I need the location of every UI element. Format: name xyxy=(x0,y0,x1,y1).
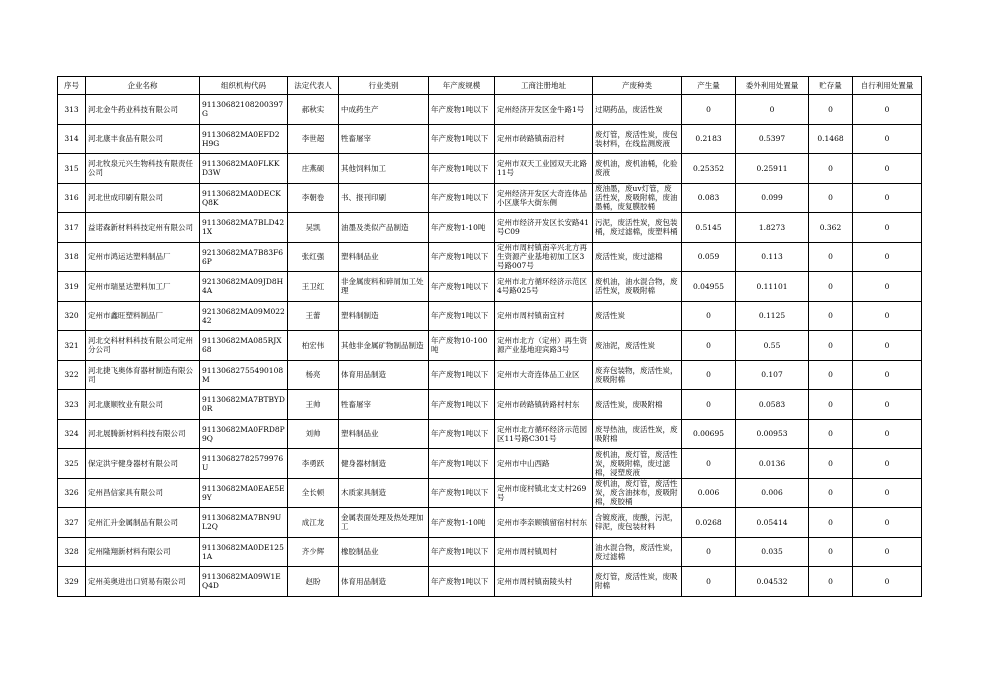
cell-self-disposal: 0 xyxy=(853,213,922,243)
cell-stored: 0 xyxy=(809,183,853,213)
cell-legal-rep: 李朝卷 xyxy=(288,183,339,213)
cell-index: 317 xyxy=(58,213,86,243)
cell-generated: 0 xyxy=(682,301,736,331)
cell-self-disposal: 0 xyxy=(853,360,922,390)
cell-outsourced: 0 xyxy=(736,95,809,125)
cell-self-disposal: 0 xyxy=(853,567,922,597)
table-row xyxy=(58,478,922,508)
cell-company: 定州市鑫旺塑料制品厂 xyxy=(86,301,200,331)
cell-stored: 0 xyxy=(809,390,853,420)
cell-outsourced: 0.099 xyxy=(736,183,809,213)
table-body xyxy=(58,95,922,597)
cell-generated: 0.0268 xyxy=(682,508,736,538)
cell-stored: 0 xyxy=(809,272,853,302)
cell-org-code: 92130682MA09JD8H4A xyxy=(200,272,288,302)
cell-industry: 牲畜屠宰 xyxy=(339,390,429,420)
cell-waste-type: 废灯管，废活性炭，废包装材料，在线监测废液 xyxy=(593,124,682,154)
header-index: 序号 xyxy=(58,77,86,95)
cell-company: 河北世成印刷有限公司 xyxy=(86,183,200,213)
cell-index: 316 xyxy=(58,183,86,213)
cell-company: 定州市鸿运达塑料制品厂 xyxy=(86,242,200,272)
cell-company: 河北捷飞奥体育器材制造有限公司 xyxy=(86,360,200,390)
cell-address: 定州市李亲顾镇留宿村村东 xyxy=(495,508,593,538)
table-row xyxy=(58,213,922,243)
cell-company: 保定洪宇健身器材有限公司 xyxy=(86,449,200,479)
cell-company: 河北金牛药业科技有限公司 xyxy=(86,95,200,125)
cell-scale: 年产废物1吨以下 xyxy=(429,419,495,449)
cell-industry: 橡胶制品业 xyxy=(339,537,429,567)
cell-company: 定州隆翔新材料有限公司 xyxy=(86,537,200,567)
cell-scale: 年产废物1吨以下 xyxy=(429,360,495,390)
cell-self-disposal: 0 xyxy=(853,242,922,272)
cell-self-disposal: 0 xyxy=(853,449,922,479)
cell-stored: 0 xyxy=(809,567,853,597)
cell-industry: 油墨及类似产品制造 xyxy=(339,213,429,243)
table-row xyxy=(58,272,922,302)
cell-index: 315 xyxy=(58,154,86,184)
cell-outsourced: 0.0136 xyxy=(736,449,809,479)
cell-industry: 塑料制制造 xyxy=(339,301,429,331)
cell-company: 河北展腾新材料科技有限公司 xyxy=(86,419,200,449)
cell-outsourced: 0.107 xyxy=(736,360,809,390)
cell-index: 323 xyxy=(58,390,86,420)
table-row xyxy=(58,242,922,272)
cell-address: 定州市经济开发区长安路41号C09 xyxy=(495,213,593,243)
cell-waste-type: 废活性炭，废过滤棉 xyxy=(593,242,682,272)
cell-generated: 0.083 xyxy=(682,183,736,213)
cell-org-code: 91130682MA085RJX68 xyxy=(200,331,288,361)
cell-waste-type: 废弃包装物，废活性炭，废吸附棉 xyxy=(593,360,682,390)
cell-scale: 年产废物1-10吨 xyxy=(429,508,495,538)
table-row xyxy=(58,154,922,184)
cell-stored: 0 xyxy=(809,508,853,538)
cell-stored: 0 xyxy=(809,360,853,390)
table-row xyxy=(58,360,922,390)
cell-address: 定州市北方循环经济示范区4号路025号 xyxy=(495,272,593,302)
cell-org-code: 91130682108200397G xyxy=(200,95,288,125)
cell-address: 定州市周村镇南辛兴北方再生资源产业基地初加工区3号路007号 xyxy=(495,242,593,272)
cell-industry: 中成药生产 xyxy=(339,95,429,125)
cell-scale: 年产废物1吨以下 xyxy=(429,242,495,272)
cell-outsourced: 0.113 xyxy=(736,242,809,272)
cell-waste-type: 废机油，废灯管，废活性炭，废吸附棉，废过滤棉，浸塑废液 xyxy=(593,449,682,479)
cell-legal-rep: 张红强 xyxy=(288,242,339,272)
cell-legal-rep: 王帅 xyxy=(288,390,339,420)
cell-index: 324 xyxy=(58,419,86,449)
cell-index: 321 xyxy=(58,331,86,361)
cell-stored: 0 xyxy=(809,95,853,125)
cell-generated: 0 xyxy=(682,390,736,420)
cell-org-code: 91130682MA0EFD2H9G xyxy=(200,124,288,154)
cell-industry: 健身器材制造 xyxy=(339,449,429,479)
header-row xyxy=(58,77,922,95)
cell-industry: 塑料制品业 xyxy=(339,419,429,449)
cell-legal-rep: 齐少辉 xyxy=(288,537,339,567)
cell-stored: 0.362 xyxy=(809,213,853,243)
cell-scale: 年产废物1吨以下 xyxy=(429,183,495,213)
cell-self-disposal: 0 xyxy=(853,183,922,213)
table-row xyxy=(58,390,922,420)
cell-legal-rep: 庄燕硕 xyxy=(288,154,339,184)
cell-legal-rep: 郝秋实 xyxy=(288,95,339,125)
cell-company: 河北康丰食品有限公司 xyxy=(86,124,200,154)
cell-legal-rep: 杨亮 xyxy=(288,360,339,390)
header-self-disposal: 自行利用处置量 xyxy=(853,77,922,95)
cell-waste-type: 污泥，废活性炭，废包装桶，废过滤棉，废塑料桶 xyxy=(593,213,682,243)
cell-index: 329 xyxy=(58,567,86,597)
cell-stored: 0 xyxy=(809,331,853,361)
header-outsourced: 委外利用处置量 xyxy=(736,77,809,95)
cell-legal-rep: 全长顿 xyxy=(288,478,339,508)
cell-outsourced: 0.035 xyxy=(736,537,809,567)
cell-generated: 0 xyxy=(682,449,736,479)
cell-outsourced: 0.5397 xyxy=(736,124,809,154)
cell-stored: 0 xyxy=(809,537,853,567)
cell-scale: 年产废物1吨以下 xyxy=(429,272,495,302)
cell-org-code: 91130682MA0DE1251A xyxy=(200,537,288,567)
header-address: 工商注册地址 xyxy=(495,77,593,95)
cell-address: 定州市周村镇南宜村 xyxy=(495,301,593,331)
table-row xyxy=(58,124,922,154)
cell-self-disposal: 0 xyxy=(853,508,922,538)
header-industry: 行业类别 xyxy=(339,77,429,95)
cell-scale: 年产废物1吨以下 xyxy=(429,449,495,479)
cell-waste-type: 废导热油，废活性炭，废吸附棉 xyxy=(593,419,682,449)
cell-address: 定州市双天工业园双天北路11号 xyxy=(495,154,593,184)
cell-org-code: 91130682782579976U xyxy=(200,449,288,479)
cell-org-code: 92130682MA09M02242 xyxy=(200,301,288,331)
cell-address: 定州市庞村镇北支丈村269号 xyxy=(495,478,593,508)
cell-generated: 0 xyxy=(682,537,736,567)
cell-self-disposal: 0 xyxy=(853,272,922,302)
cell-generated: 0.059 xyxy=(682,242,736,272)
header-legal-rep: 法定代表人 xyxy=(288,77,339,95)
cell-self-disposal: 0 xyxy=(853,95,922,125)
cell-scale: 年产废物1吨以下 xyxy=(429,390,495,420)
cell-generated: 0.2183 xyxy=(682,124,736,154)
table-row xyxy=(58,449,922,479)
cell-self-disposal: 0 xyxy=(853,124,922,154)
cell-scale: 年产废物1吨以下 xyxy=(429,124,495,154)
cell-index: 326 xyxy=(58,478,86,508)
cell-self-disposal: 0 xyxy=(853,301,922,331)
cell-stored: 0 xyxy=(809,154,853,184)
cell-address: 定州市周村镇南陵头村 xyxy=(495,567,593,597)
cell-legal-rep: 成江龙 xyxy=(288,508,339,538)
cell-legal-rep: 王蕾 xyxy=(288,301,339,331)
cell-industry: 牲畜屠宰 xyxy=(339,124,429,154)
cell-industry: 体育用品制造 xyxy=(339,360,429,390)
cell-industry: 书、报刊印刷 xyxy=(339,183,429,213)
cell-self-disposal: 0 xyxy=(853,390,922,420)
cell-legal-rep: 柏宏伟 xyxy=(288,331,339,361)
cell-waste-type: 废活性炭，废吸附棉 xyxy=(593,390,682,420)
cell-org-code: 91130682MA7BTBYD0R xyxy=(200,390,288,420)
cell-index: 325 xyxy=(58,449,86,479)
cell-stored: 0 xyxy=(809,242,853,272)
cell-waste-type: 废油墨，废uv灯管，废活性炭，废吸附棉，废油墨桶，废复膜胶桶 xyxy=(593,183,682,213)
cell-company: 益诺森新材料科技定州有限公司 xyxy=(86,213,200,243)
cell-index: 320 xyxy=(58,301,86,331)
cell-outsourced: 0.25911 xyxy=(736,154,809,184)
header-waste-type: 产废种类 xyxy=(593,77,682,95)
cell-company: 定州市瑞星达塑料加工厂 xyxy=(86,272,200,302)
cell-org-code: 91130682MA0FRD8P9Q xyxy=(200,419,288,449)
cell-legal-rep: 刘帅 xyxy=(288,419,339,449)
cell-scale: 年产废物1吨以下 xyxy=(429,567,495,597)
cell-waste-type: 废灯管，废活性炭，废吸附棉 xyxy=(593,567,682,597)
cell-outsourced: 0.04532 xyxy=(736,567,809,597)
cell-index: 322 xyxy=(58,360,86,390)
hazardous-waste-table xyxy=(57,76,922,597)
cell-index: 328 xyxy=(58,537,86,567)
header-stored: 贮存量 xyxy=(809,77,853,95)
cell-company: 河北牧泉元兴生物科技有限责任公司 xyxy=(86,154,200,184)
cell-outsourced: 0.1125 xyxy=(736,301,809,331)
cell-address: 定州市中山西路 xyxy=(495,449,593,479)
cell-generated: 0.5145 xyxy=(682,213,736,243)
cell-index: 313 xyxy=(58,95,86,125)
cell-address: 定州市周村镇周村 xyxy=(495,537,593,567)
cell-outsourced: 0.05414 xyxy=(736,508,809,538)
cell-outsourced: 0.11101 xyxy=(736,272,809,302)
cell-scale: 年产废物1吨以下 xyxy=(429,478,495,508)
cell-industry: 木质家具制造 xyxy=(339,478,429,508)
cell-address: 定州市大奇连体品工业区 xyxy=(495,360,593,390)
table-row xyxy=(58,301,922,331)
cell-legal-rep: 吴凯 xyxy=(288,213,339,243)
cell-industry: 非金属废料和碎屑加工处理 xyxy=(339,272,429,302)
cell-address: 定州市砖路镇砖路村村东 xyxy=(495,390,593,420)
cell-legal-rep: 赵盼 xyxy=(288,567,339,597)
cell-company: 定州美奥进出口贸易有限公司 xyxy=(86,567,200,597)
cell-outsourced: 0.006 xyxy=(736,478,809,508)
cell-scale: 年产废物1吨以下 xyxy=(429,301,495,331)
cell-generated: 0.04955 xyxy=(682,272,736,302)
cell-address: 定州市北方循环经济示范园区11号路C301号 xyxy=(495,419,593,449)
cell-industry: 金属表面处理及热处理加工 xyxy=(339,508,429,538)
cell-index: 327 xyxy=(58,508,86,538)
cell-legal-rep: 李勇跃 xyxy=(288,449,339,479)
cell-self-disposal: 0 xyxy=(853,154,922,184)
cell-org-code: 91130682MA0EAE5E9Y xyxy=(200,478,288,508)
header-scale: 年产废规模 xyxy=(429,77,495,95)
cell-generated: 0 xyxy=(682,95,736,125)
cell-address: 定州经济开发区大奇连体品小区康华大街东侧 xyxy=(495,183,593,213)
table-row xyxy=(58,508,922,538)
header-org-code: 组织机构代码 xyxy=(200,77,288,95)
cell-waste-type: 废机油，废灯管，废活性炭，废含油抹布，废吸附棉，废胶桶 xyxy=(593,478,682,508)
cell-scale: 年产废物1吨以下 xyxy=(429,537,495,567)
cell-industry: 其他非金属矿物制品制造 xyxy=(339,331,429,361)
cell-generated: 0.006 xyxy=(682,478,736,508)
cell-waste-type: 油水混合物，废活性炭，废过滤棉 xyxy=(593,537,682,567)
cell-index: 314 xyxy=(58,124,86,154)
cell-self-disposal: 0 xyxy=(853,478,922,508)
cell-self-disposal: 0 xyxy=(853,331,922,361)
cell-stored: 0 xyxy=(809,449,853,479)
cell-waste-type: 废活性炭 xyxy=(593,301,682,331)
cell-industry: 其他饲料加工 xyxy=(339,154,429,184)
cell-generated: 0 xyxy=(682,331,736,361)
cell-waste-type: 废油泥，废活性炭 xyxy=(593,331,682,361)
cell-self-disposal: 0 xyxy=(853,537,922,567)
cell-org-code: 91130682MA7BN9UL2Q xyxy=(200,508,288,538)
cell-waste-type: 废机油，废机油桶，化验废液 xyxy=(593,154,682,184)
header-generated: 产生量 xyxy=(682,77,736,95)
cell-org-code: 92130682MA7B83F66P xyxy=(200,242,288,272)
cell-industry: 塑料制品业 xyxy=(339,242,429,272)
cell-scale: 年产废物1-10吨 xyxy=(429,213,495,243)
table-row xyxy=(58,567,922,597)
table-row xyxy=(58,419,922,449)
cell-generated: 0.00695 xyxy=(682,419,736,449)
cell-company: 河北交科材料科技有限公司定州分公司 xyxy=(86,331,200,361)
table-row xyxy=(58,537,922,567)
cell-generated: 0 xyxy=(682,567,736,597)
cell-outsourced: 0.55 xyxy=(736,331,809,361)
cell-org-code: 91130682MA7BLD421X xyxy=(200,213,288,243)
cell-outsourced: 1.8273 xyxy=(736,213,809,243)
cell-generated: 0 xyxy=(682,360,736,390)
cell-outsourced: 0.0583 xyxy=(736,390,809,420)
cell-industry: 体育用品制造 xyxy=(339,567,429,597)
cell-org-code: 91130682MA09W1EQ4D xyxy=(200,567,288,597)
cell-address: 定州市砖路镇南沿村 xyxy=(495,124,593,154)
cell-stored: 0 xyxy=(809,478,853,508)
waste-table-page xyxy=(57,76,922,597)
cell-self-disposal: 0 xyxy=(853,419,922,449)
table-row xyxy=(58,183,922,213)
cell-waste-type: 过期药品，废活性炭 xyxy=(593,95,682,125)
cell-generated: 0.25352 xyxy=(682,154,736,184)
cell-company: 定州汇升金属制品有限公司 xyxy=(86,508,200,538)
cell-address: 定州市北方（定州）再生资源产业基地迎宾路3号 xyxy=(495,331,593,361)
cell-index: 319 xyxy=(58,272,86,302)
cell-stored: 0.1468 xyxy=(809,124,853,154)
cell-org-code: 91130682755490108M xyxy=(200,360,288,390)
table-row xyxy=(58,331,922,361)
cell-org-code: 91130682MA0FLKKD3W xyxy=(200,154,288,184)
cell-company: 定州昌信家具有限公司 xyxy=(86,478,200,508)
cell-legal-rep: 李世超 xyxy=(288,124,339,154)
cell-stored: 0 xyxy=(809,301,853,331)
cell-index: 318 xyxy=(58,242,86,272)
cell-company: 河北康顺牧业有限公司 xyxy=(86,390,200,420)
cell-legal-rep: 王卫红 xyxy=(288,272,339,302)
cell-waste-type: 废机油，油水混合物，废活性炭，废吸附棉 xyxy=(593,272,682,302)
cell-scale: 年产废物10-100吨 xyxy=(429,331,495,361)
table-row xyxy=(58,95,922,125)
cell-waste-type: 含镀废液，废酸，污泥，锌泥，废包装材料 xyxy=(593,508,682,538)
cell-stored: 0 xyxy=(809,419,853,449)
cell-org-code: 91130682MA0DECKQ8K xyxy=(200,183,288,213)
cell-scale: 年产废物1吨以下 xyxy=(429,154,495,184)
cell-scale: 年产废物1吨以下 xyxy=(429,95,495,125)
cell-outsourced: 0.00953 xyxy=(736,419,809,449)
header-company: 企业名称 xyxy=(86,77,200,95)
cell-address: 定州经济开发区金牛路1号 xyxy=(495,95,593,125)
